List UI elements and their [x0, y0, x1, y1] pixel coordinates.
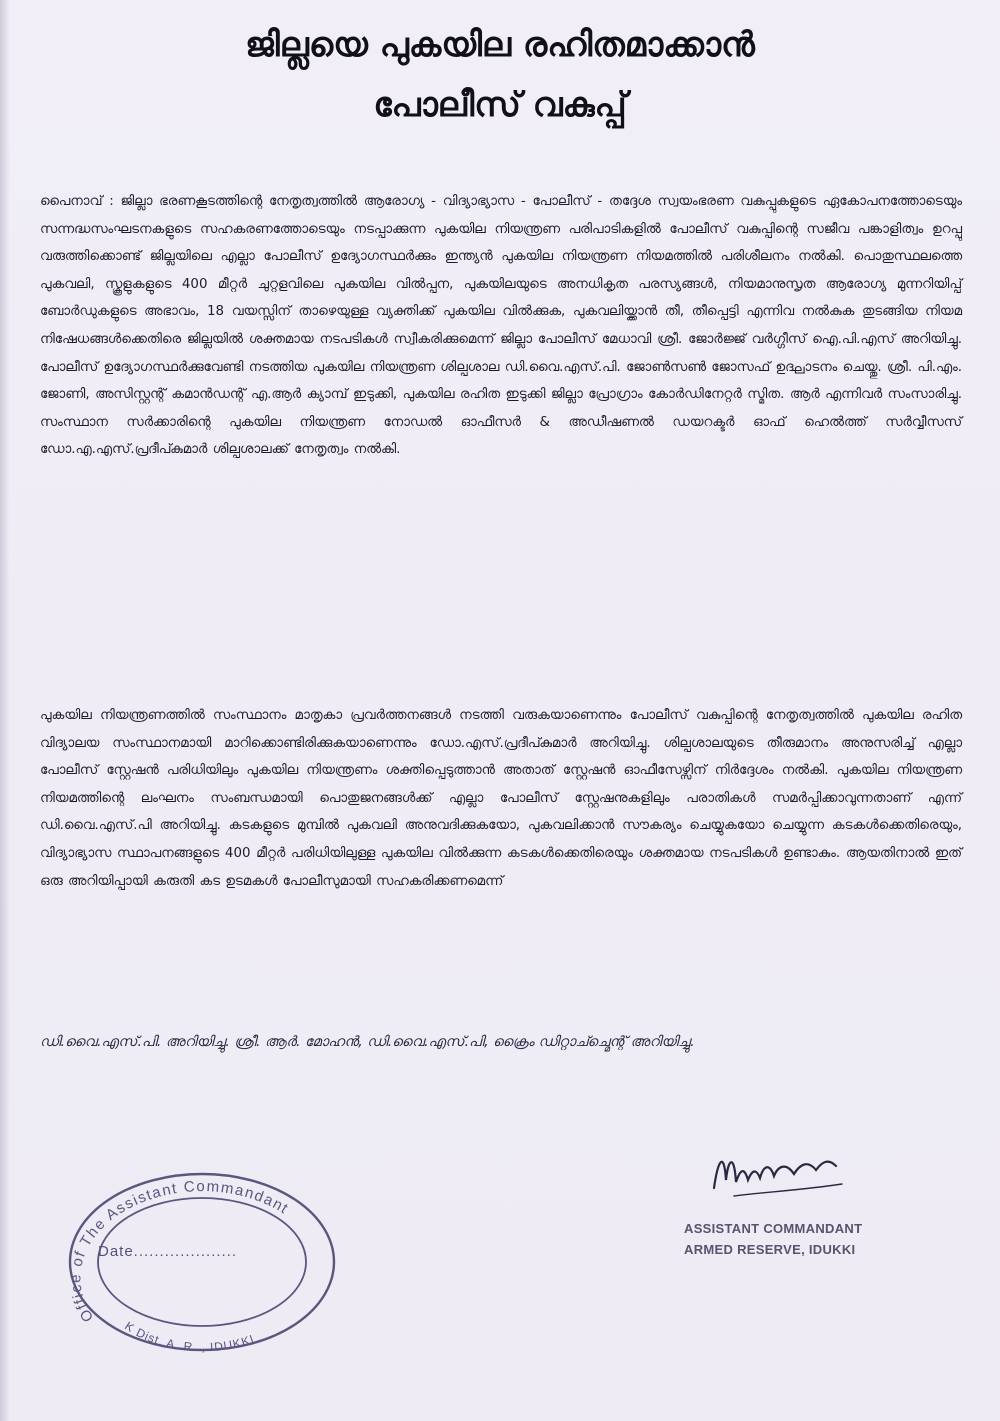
scan-edge-shadow [0, 0, 10, 1421]
headline-line-2: പോലീസ് വകുപ്പ് [373, 85, 627, 125]
seal-date-field: Date.................... [98, 1243, 238, 1260]
signature [704, 1140, 864, 1210]
designation-line-1: ASSISTANT COMMANDANT [684, 1221, 863, 1236]
signature-designation [684, 1218, 944, 1260]
body-paragraph-1: പൈനാവ് : ജില്ലാ ഭരണകൂടത്തിന്റെ നേതൃത്വത്തിൽ ആരോഗ്യ - വിദ്യാഭ്യാസ - പോലീസ് - തദ്ദേശ സ്വയംഭരണ വകുപ്പുകളുടെ ഏകോപനത്തോടെയും സന്നദ്ധസംഘടനകളുടെ സഹകരണത്തോടെയും നടപ്പാക്കുന്ന പുകയില നിയന്ത്രണ പരിപാടികളിൽ പോലീസ് വകുപ്പിന്റെ സജീവ പങ്കാളിത്വം ഉറപ്പു വരുത്തിക്കൊണ്ട് ജില്ലയിലെ എല്ലാ പോലീസ് ഉദ്യോഗസ്ഥർക്കും ഇന്ത്യൻ പുകയില നിയന്ത്രണ നിയമത്തിൽ പരിശീലനം നൽകി. പൊതുസ്ഥലത്തെ പുകവലി, സ്കൂളുകളുടെ 400 മീറ്റർ ചുറ്റളവിലെ പുകയില വിൽപ്പന, പുകയിലയുടെ അനധികൃത പരസ്യങ്ങൾ, നിയമാനുസൃത ആരോഗ്യ മുന്നറിയിപ്പ് ബോർഡുകളുടെ അഭാവം, 18 വയസ്സിന് താഴെയുള്ള വ്യക്തിക്ക് പുകയില വിൽക്കുക, പുകവലിയ്ക്കാൻ തീ, തീപ്പെട്ടി എന്നിവ നൽകുക തുടങ്ങിയ നിയമ നിഷേധങ്ങൾക്കെതിരെ ജില്ലയിൽ ശക്തമായ നടപടികൾ സ്വീകരിക്കുമെന്ന് ജില്ലാ പോലീസ് മേധാവി ശ്രീ. ജോർജ്ജ് വർഗ്ഗീസ് ഐ.പി.എസ് അറിയിച്ചു. പോലീസ് ഉദ്യോഗസ്ഥർക്കുവേണ്ടി നടത്തിയ പുകയില നിയന്ത്രണ ശില്പശാല ഡി.വൈ.എസ്.പി. ജോൺസൺ ജോസഫ് ഉദ്ഘാടനം ചെയ്തു. ശ്രീ. പി.എം. ജോണി, അസിസ്റ്റന്റ് കമാൻഡന്റ് എ.ആർ ക്യാമ്പ് ഇടുക്കി, പുകയില രഹിത ഇടുക്കി ജില്ലാ പ്രോഗ്രാം കോർഡിനേറ്റർ സ്മിത. ആർ എന്നിവർ സംസാരിച്ചു. സംസ്ഥാന സർക്കാരിന്റെ പുകയില നിയന്ത്രണ നോഡൽ ഓഫീസർ & അഡീഷണൽ ഡയറക്ടർ ഓഫ് ഹെൽത്ത് സർവ്വീസസ് ഡോ.എ.എസ്.പ്രദീപ്കുമാർ ശില്പശാലക്ക് നേതൃത്വം നൽകി. [40, 194, 962, 458]
seal-ring-text: Office of The Assistant Commandant [67, 1178, 292, 1325]
svg-text:K Dist. A. R. , IDUKKI [122, 1319, 256, 1355]
handwritten-note: ഡി.വൈ.എസ്.പി. അറിയിച്ചു. ശ്രീ. ആർ. മോഹൻ, ഡി.വൈ.എസ്.പി, ക്രൈം ഡിറ്റാച്ച്മെന്റ് അറിയിച്ചു. [40, 1034, 695, 1050]
designation-line-2: ARMED RESERVE, IDUKKI [684, 1242, 856, 1257]
seal-bottom-text: K Dist. A. R. , IDUKKI [122, 1318, 257, 1355]
headline-line-1: ജില്ലയെ പുകയില രഹിതമാക്കാൻ [245, 25, 755, 65]
office-seal-stamp [64, 1168, 340, 1356]
body-paragraph-2: പുകയില നിയന്ത്രണത്തിൽ സംസ്ഥാനം മാതൃകാ പ്രവർത്തനങ്ങൾ നടത്തി വരുകയാണെന്നും പോലീസ് വകുപ്പിന്റെ നേതൃത്വത്തിൽ പുകയില രഹിത വിദ്യാലയ സംസ്ഥാനമായി മാറിക്കൊണ്ടിരിക്കുകയാണെന്നും ഡോ.എസ്.പ്രദീപ്കുമാർ അറിയിച്ചു. ശില്പശാലയുടെ തീരുമാനം അനുസരിച്ച് എല്ലാ പോലീസ് സ്റ്റേഷൻ പരിധിയിലും പുകയില നിയന്ത്രണം ശക്തിപ്പെടുത്താൻ അതാത് സ്റ്റേഷൻ ഓഫീസേഴ്സിന് നിർദ്ദേശം നൽകി. പുകയില നിയന്ത്രണ നിയമത്തിന്റെ ലംഘനം സംബന്ധമായി പൊതുജനങ്ങൾക്ക് എല്ലാ പോലീസ് സ്റ്റേഷനുകളിലും പരാതികൾ സമർപ്പിക്കാവുന്നതാണ് എന്ന് ഡി.വൈ.എസ്.പി അറിയിച്ചു. കടകളുടെ മുമ്പിൽ പുകവലി അനുവദിക്കുകയോ, പുകവലിക്കാൻ സൗകര്യം ചെയ്യുകയോ ചെയ്യുന്ന കടകൾക്കെതിരെയും, വിദ്യാഭ്യാസ സ്ഥാപനങ്ങളുടെ 400 മീറ്റർ പരിധിയിലുള്ള പുകയില വിൽക്കുന്ന കടകൾക്കെതിരെയും ശക്തമായ നടപടികൾ ഉണ്ടാകും. ആയതിനാൽ ഇത് ഒരു അറിയിപ്പായി കരുതി കട ഉടമകൾ പോലീസുമായി സഹകരിക്കണമെന്ന് [40, 708, 962, 889]
